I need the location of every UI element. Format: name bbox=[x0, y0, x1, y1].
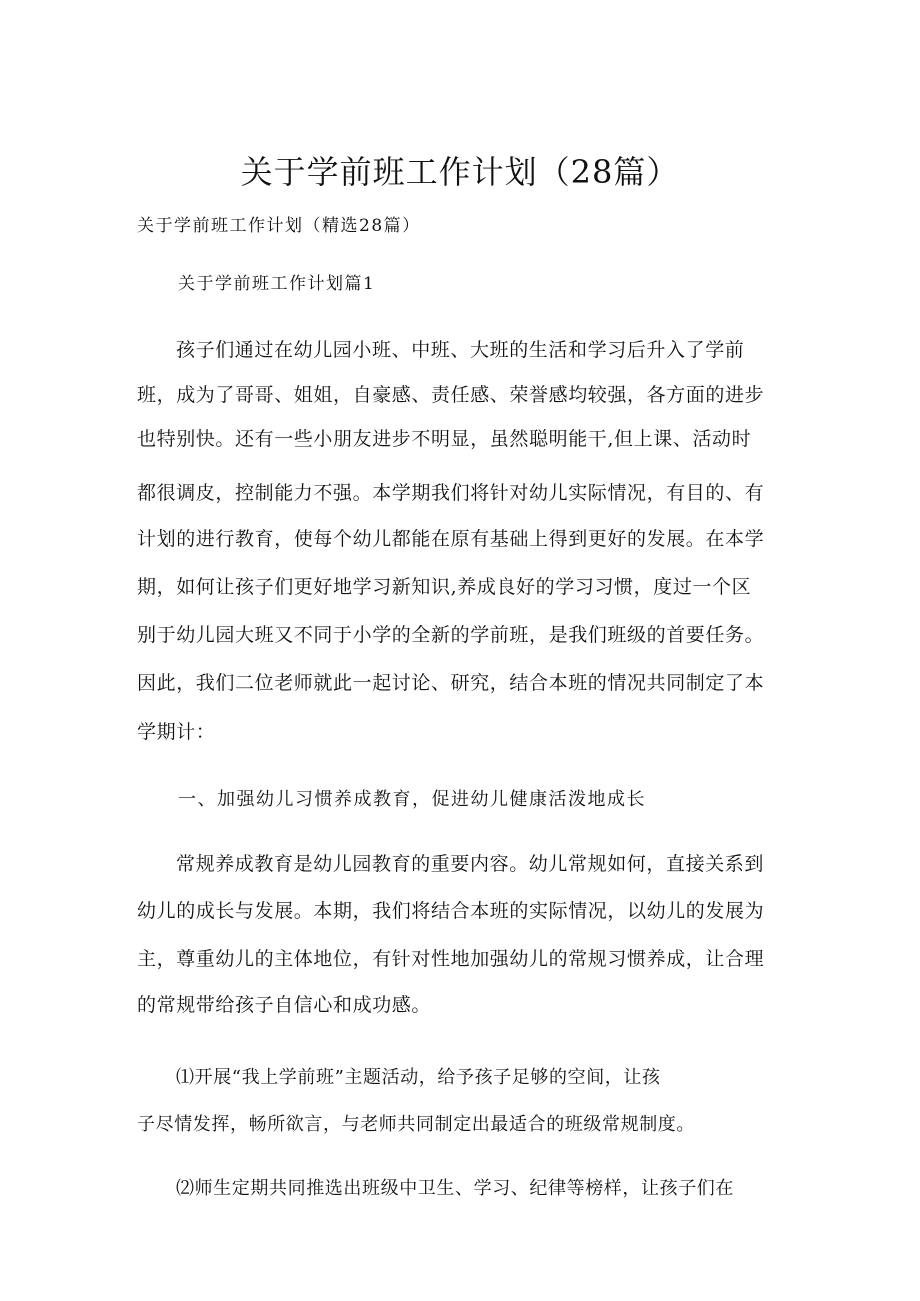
list-item-line: ⑵师生定期共同推选出班级中卫生、学习、纪律等榜样，让孩子们在 bbox=[176, 1178, 734, 1199]
paragraph-line: 常规养成教育是幼儿园教育的重要内容。幼儿常规如何，直接关系到 bbox=[176, 853, 765, 875]
paragraph-line: 主，尊重幼儿的主体地位，有针对性地加强幼儿的常规习惯养成，让合理 bbox=[137, 948, 765, 970]
paragraph-line: 班，成为了哥哥、姐姐，自豪感、责任感、荣誉感均较强，各方面的进步 bbox=[137, 384, 765, 406]
paragraph-line: 计划的进行教育，使每个幼儿都能在原有基础上得到更好的发展。在本学 bbox=[137, 528, 765, 550]
paragraph-line: 因此，我们二位老师就此一起讨论、研究，结合本班的情况共同制定了本 bbox=[137, 672, 765, 694]
list-item-line: ⑴开展“我上学前班”主题活动，给予孩子足够的空间，让孩 bbox=[176, 1067, 661, 1088]
document-subtitle: 关于学前班工作计划（精选28篇） bbox=[137, 216, 421, 236]
paragraph-line: 学期计： bbox=[137, 721, 216, 743]
paragraph-line: 都很调皮，控制能力不强。本学期我们将针对幼儿实际情况，有目的、有 bbox=[137, 482, 765, 504]
paragraph-line: 的常规带给孩子自信心和成功感。 bbox=[137, 994, 432, 1016]
paragraph-line: 期，如何让孩子们更好地学习新知识,养成良好的学习习惯，度过一个区 bbox=[137, 576, 752, 598]
paragraph-line: 孩子们通过在幼儿园小班、中班、大班的生活和学习后升入了学前 bbox=[176, 339, 745, 361]
paragraph-line: 别于幼儿园大班又不同于小学的全新的学前班，是我们班级的首要任务。 bbox=[137, 624, 765, 646]
paragraph-line: 也特别快。还有一些小朋友进步不明显，虽然聪明能干,但上课、活动时 bbox=[137, 428, 752, 450]
list-item-line: 子尽情发挥，畅所欲言，与老师共同制定出最适合的班级常规制度。 bbox=[137, 1114, 695, 1135]
section-one-heading: 一、加强幼儿习惯养成教育，促进幼儿健康活泼地成长 bbox=[178, 789, 646, 810]
article-heading: 关于学前班工作计划篇1 bbox=[178, 274, 376, 294]
document-title: 关于学前班工作计划（28篇） bbox=[240, 153, 680, 191]
paragraph-line: 幼儿的成长与发展。本期，我们将结合本班的实际情况，以幼儿的发展为 bbox=[137, 900, 765, 922]
